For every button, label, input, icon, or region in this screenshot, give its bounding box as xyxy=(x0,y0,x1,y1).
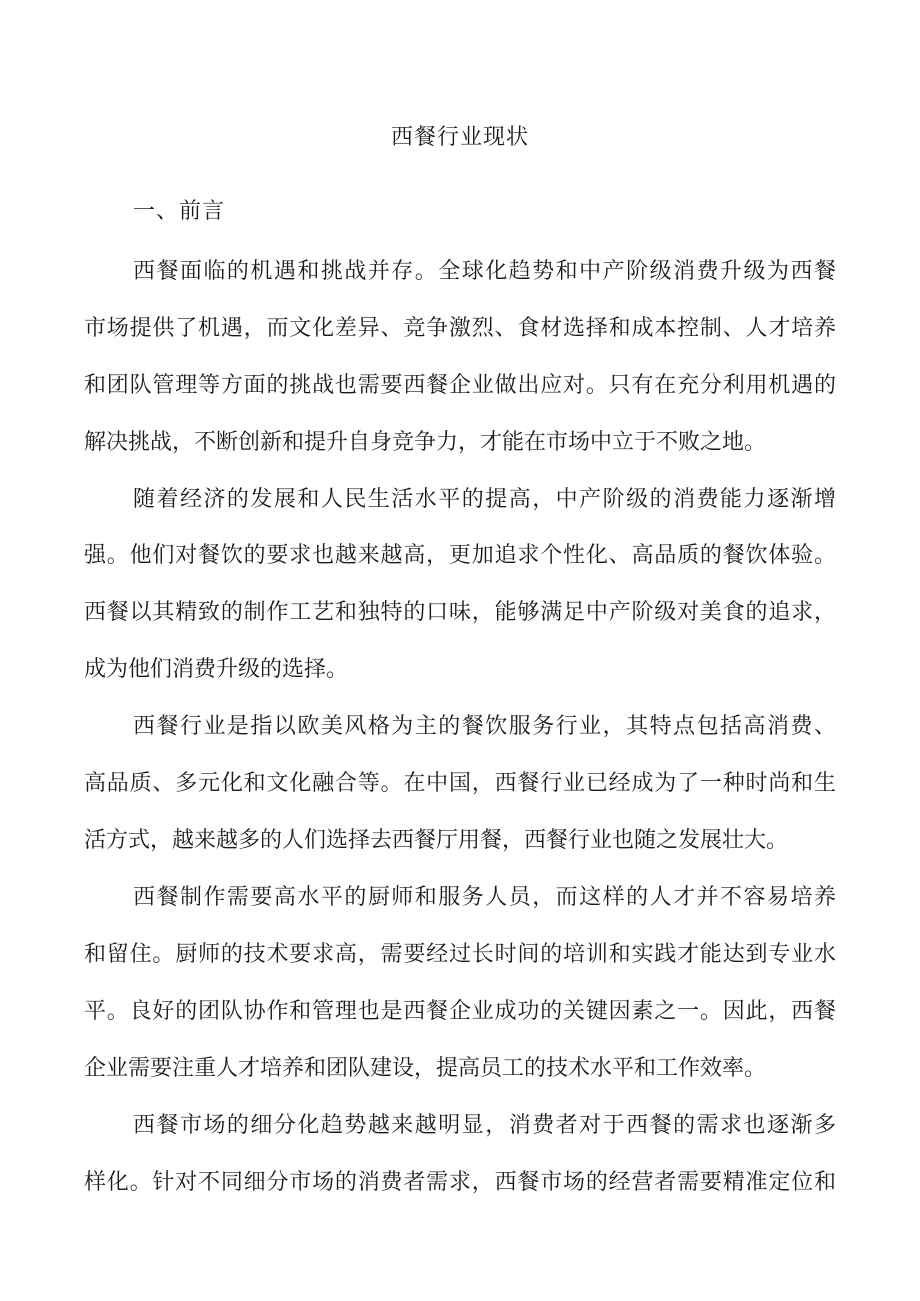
paragraph-1-line-3: 和团队管理等方面的挑战也需要西餐企业做出应对。只有在充分利用机遇的 xyxy=(84,373,836,398)
paragraph-4-line-2: 和留住。厨师的技术要求高，需要经过长时间的培训和实践才能达到专业水 xyxy=(84,942,836,967)
paragraph-4-line-4: 企业需要注重人才培养和团队建设，提高员工的技术水平和工作效率。 xyxy=(84,1056,767,1081)
paragraph-1-line-2: 市场提供了机遇，而文化差异、竞争激烈、食材选择和成本控制、人才培养 xyxy=(84,316,836,341)
paragraph-2-line-4: 成为他们消费升级的选择。 xyxy=(84,657,349,682)
paragraph-1-line-1: 西餐面临的机遇和挑战并存。全球化趋势和中产阶级消费升级为西餐 xyxy=(133,259,836,284)
paragraph-5-line-2: 样化。针对不同细分市场的消费者需求，西餐市场的经营者需要精准定位和 xyxy=(84,1170,836,1195)
paragraph-2-line-1: 随着经济的发展和人民生活水平的提高，中产阶级的消费能力逐渐增 xyxy=(133,487,836,512)
paragraph-1-line-4: 解决挑战，不断创新和提升自身竞争力，才能在市场中立于不败之地。 xyxy=(84,430,767,455)
paragraph-4-line-1: 西餐制作需要高水平的厨师和服务人员，而这样的人才并不容易培养 xyxy=(133,885,836,910)
paragraph-4-line-3: 平。良好的团队协作和管理也是西餐企业成功的关键因素之一。因此，西餐 xyxy=(84,999,836,1024)
paragraph-5-line-1: 西餐市场的细分化趋势越来越明显，消费者对于西餐的需求也逐渐多 xyxy=(133,1113,836,1138)
paragraph-3-line-2: 高品质、多元化和文化融合等。在中国，西餐行业已经成为了一种时尚和生 xyxy=(84,771,836,796)
paragraph-3-line-3: 活方式，越来越多的人们选择去西餐厅用餐，西餐行业也随之发展壮大。 xyxy=(84,828,789,853)
paragraph-2-line-2: 强。他们对餐饮的要求也越来越高，更加追求个性化、高品质的餐饮体验。 xyxy=(84,543,836,568)
paragraph-3-line-1: 西餐行业是指以欧美风格为主的餐饮服务行业，其特点包括高消费、 xyxy=(133,714,836,739)
document-title: 西餐行业现状 xyxy=(390,125,529,150)
section-heading: 一、前言 xyxy=(133,199,226,224)
paragraph-2-line-3: 西餐以其精致的制作工艺和独特的口味，能够满足中产阶级对美食的追求， xyxy=(84,600,836,625)
